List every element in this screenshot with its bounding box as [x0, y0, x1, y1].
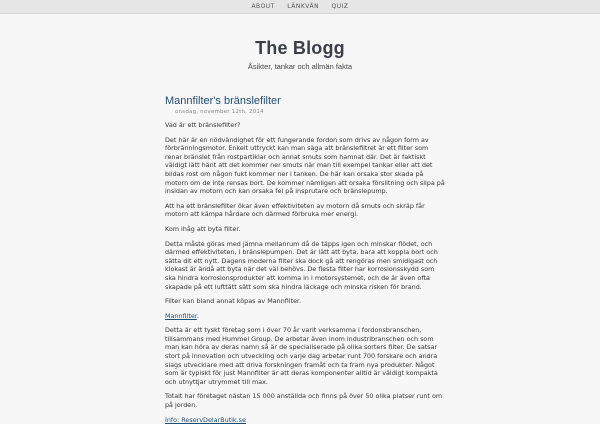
- site-title[interactable]: The Blogg: [255, 38, 345, 58]
- post-paragraph: Vad är ett bränslefilter?: [165, 121, 241, 129]
- post-date: onsdag, november 12th, 2014: [175, 109, 264, 115]
- post-paragraph: Det här är en nödvändighet för ett fungerande fordon som drivs av någon form av förbränningsmotor. Enkelt uttryckt kan man säga att bränslefiltret är ett filter som renar bränslet från rostpartiklar och annat smuts som hamnat där. Det är faktiskt väldigt lätt hänt att det kommer ner smuts när man till exempel tankar eller att det bildas rost om någon fukt kommer ner i tanken. De här kan orsaka stor skada på motorn om de inte rensas bort. De kommer nämligen att orsaka förslitning och slipa på insidan av motorn och kan orsaka fel på insprutare och bränslepump.: [165, 135, 445, 196]
- nav-lankvan-link[interactable]: LÄNKVÄN: [287, 3, 320, 10]
- post-paragraph: Totalt har företaget nästan 15 000 anställda och finns på över 50 olika platser runt om på jorden.: [165, 392, 443, 410]
- nav-quiz-link[interactable]: QUIZ: [331, 3, 349, 10]
- site-header: [0, 14, 600, 71]
- top-navigation: [0, 0, 600, 14]
- post-paragraph: Detta är ett tyskt företag som i över 70 år varit verksamma i fordonsbranschen, tillsammans med Hummel Group. De arbetar även inom industribranschen och som man kan höra av deras namn så är de specialiserade på olika sorters filter. De satsar stort på innovation och utveckling och varje dag arbetar runt 700 forskare och andra slags utvecklare med att driva forskningen framåt och ta fram nya produkter. Något som är typiskt för just Mannfilter är att deras komponenter alltid är väldigt kompakta och utnyttjar utrymmet till max.: [165, 326, 438, 386]
- site-description: Åsikter, tankar och allmän fakta: [247, 62, 353, 71]
- info-link-paragraph: [165, 416, 445, 424]
- mannfilter-link-paragraph: Mannfilter.: [165, 311, 199, 320]
- post-paragraph: Att ha ett bränslefilter ökar även effektiviteten av motorn då smuts och skräp får motorn att kämpa hårdare och därmed förbruka mer energi.: [165, 201, 425, 219]
- post-paragraph: Filter kan bland annat köpas av Mannfilter.: [165, 297, 302, 306]
- nav-about-link[interactable]: ABOUT: [251, 3, 275, 10]
- post-title[interactable]: Mannfilter's bränslefilter: [165, 95, 281, 107]
- post-body: [165, 121, 445, 424]
- post-paragraph: Kom ihåg att byta filter.: [165, 224, 241, 233]
- mannfilter-link[interactable]: Mannfilter: [165, 311, 197, 320]
- info-source-link[interactable]: Info: ReservDelarButik.se: [165, 415, 246, 424]
- post-paragraph: Detta måste göras med jämna mellanrum då de täpps igen och minskar flödet, och därmed effektiviteten, i bränslepumpen. Det är lätt att byta, bara att koppla bort och sätta dit ett nytt. Dagens moderna filter ska dock gå att rengöras men smidigast och klokast är ändå att byta när det väl behövs. De flesta filter har korrosionsskydd som ska hindra korrosionsprodukter att komma in i motorsystemet, och de är även ofta skapade på ett lufttätt sätt som ska hindra läckage och minska risken för brand.: [165, 239, 438, 291]
- blog-post: [165, 95, 445, 424]
